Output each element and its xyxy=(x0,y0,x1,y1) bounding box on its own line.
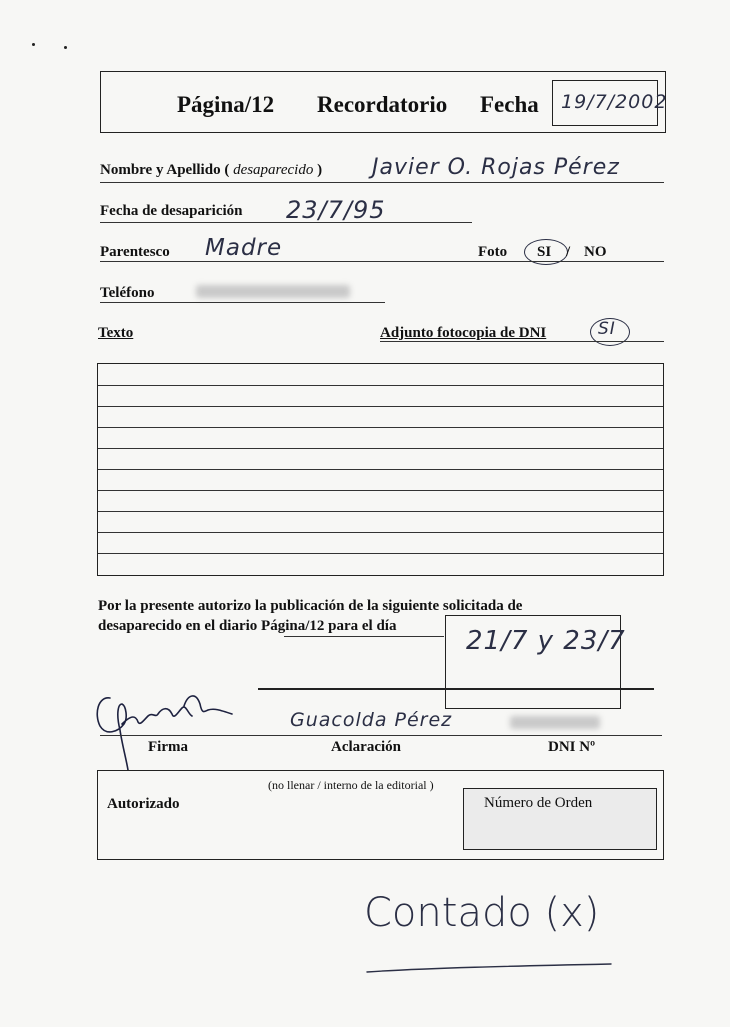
date-label: Fecha xyxy=(480,92,539,117)
firma-label: Firma xyxy=(148,739,188,755)
text-area-line xyxy=(98,511,663,512)
photo-separator: / xyxy=(566,244,571,260)
aclaracion-value: Guacolda Pérez xyxy=(290,709,453,731)
text-area-line xyxy=(98,469,663,470)
dni-copy-line xyxy=(380,341,664,342)
authorization-line-1: Por la presente autorizo la publicación de la siguiente solicitada de xyxy=(98,598,523,614)
name-label: Nombre y Apellido ( desaparecido ) xyxy=(100,162,323,178)
relation-line xyxy=(100,261,664,262)
editorial-note: (no llenar / interno de la editorial ) xyxy=(268,778,434,792)
text-area-line xyxy=(98,448,663,449)
dni-copy-value: SI xyxy=(598,319,616,339)
photo-yes: SI xyxy=(537,244,552,260)
signature-image xyxy=(92,684,242,774)
footer-underline xyxy=(365,958,615,978)
order-number-box xyxy=(463,788,657,850)
authorized-label: Autorizado xyxy=(107,796,180,812)
stray-mark xyxy=(64,46,67,49)
photo-label: Foto xyxy=(478,244,508,260)
header-box xyxy=(100,71,666,133)
text-area-box xyxy=(97,363,664,576)
dni-label: DNI Nº xyxy=(548,739,596,755)
authorization-line-2: desaparecido en el diario Página/12 para el día xyxy=(98,618,397,634)
footer-note: Contado (x) xyxy=(364,890,600,936)
editorial-box xyxy=(97,770,664,860)
publication-name: Página/12 xyxy=(177,92,275,117)
signature-top-line xyxy=(258,688,654,690)
text-area-line xyxy=(98,490,663,491)
photo-no: NO xyxy=(584,244,607,260)
dni-redacted xyxy=(510,716,600,729)
signature-bottom-line xyxy=(100,735,662,736)
text-area-line xyxy=(98,406,663,407)
name-line xyxy=(100,182,664,183)
text-label: Texto xyxy=(98,325,134,341)
form-title: Recordatorio xyxy=(317,92,448,117)
authorization-underline xyxy=(284,636,444,637)
publish-dates-box xyxy=(445,615,626,709)
stray-mark xyxy=(32,43,35,46)
date-missing-value: 23/7/95 xyxy=(286,196,386,224)
phone-line xyxy=(100,302,385,303)
text-area-line xyxy=(98,427,663,428)
phone-redacted xyxy=(196,285,350,298)
date-value: 19/7/2002 xyxy=(561,91,668,113)
date-box xyxy=(552,80,668,126)
aclaracion-label: Aclaración xyxy=(331,739,401,755)
order-number-label: Número de Orden xyxy=(484,795,593,811)
relation-label: Parentesco xyxy=(100,244,170,260)
dni-copy-label: Adjunto fotocopia de DNI xyxy=(380,325,547,341)
date-missing-line xyxy=(100,222,472,223)
publish-dates-value: 21/7 y 23/7 xyxy=(466,626,626,656)
text-area-line xyxy=(98,553,663,554)
phone-label: Teléfono xyxy=(100,285,155,301)
text-area-line xyxy=(98,385,663,386)
relation-value: Madre xyxy=(205,235,283,261)
text-area-line xyxy=(98,532,663,533)
date-missing-label: Fecha de desaparición xyxy=(100,203,243,219)
name-value: Javier O. Rojas Pérez xyxy=(372,155,620,180)
